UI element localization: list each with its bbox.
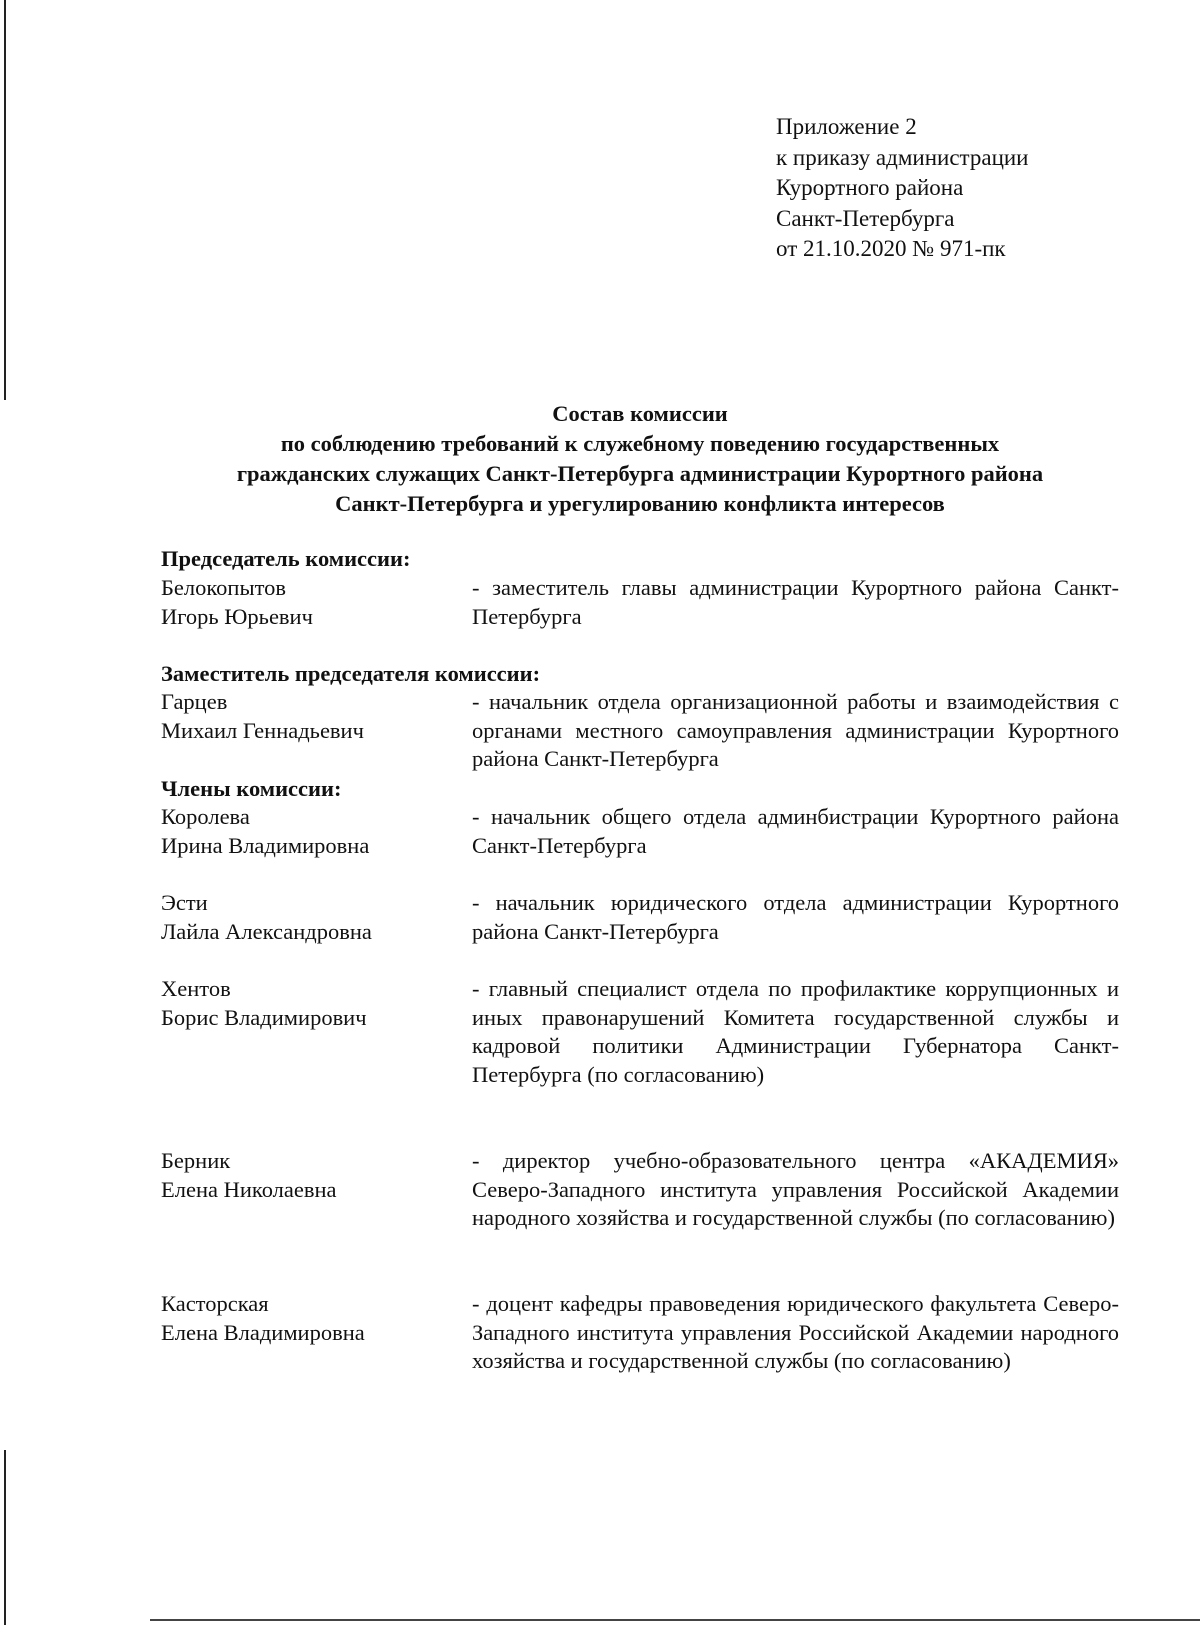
member-given-name: Лайла Александровна [161, 918, 372, 944]
member-role: - директор учебно-образовательного центра «АКАДЕМИЯ» Северо-Западного института управления Российской Академии народного хозяйства и государственной службы (по согласованию) [472, 1148, 1119, 1230]
member-name [161, 1290, 461, 1347]
member-name [161, 574, 461, 631]
member-surname: Гарцев [161, 689, 228, 714]
scan-edge-left-top [4, 0, 6, 400]
member-name [161, 803, 461, 860]
document-title [160, 399, 1120, 519]
member-role: - начальник общего отдела админбистрации Курортного района Санкт-Петербурга [472, 804, 1119, 858]
member-role: - главный специалист отдела по профилактике коррупционных и иных правонарушений Комитета государственной службы и кадровой политики Администрации Губернатора Санкт-Петербурга (по согласованию) [472, 976, 1119, 1087]
appendix-line: Санкт-Петербурга [776, 205, 955, 231]
member-surname: Королева [161, 804, 250, 829]
member-role: - начальник отдела организационной работы и взаимодействия с органами местного самоуправления администрации Курортного района Санкт-Петербурга [472, 689, 1119, 771]
member-given-name: Елена Николаевна [161, 1176, 337, 1202]
title-line: гражданских служащих Санкт-Петербурга администрации Курортного района [236, 461, 1044, 486]
appendix-block [776, 112, 1029, 265]
member-surname: Эсти [161, 890, 208, 915]
appendix-line: Курортного района [776, 175, 964, 200]
member-given-name: Ирина Владимировна [161, 832, 370, 858]
section-deputy-heading: Заместитель председателя комиссии: [161, 661, 541, 686]
member-name [161, 688, 461, 745]
member-given-name: Борис Владимирович [161, 1004, 367, 1030]
member-role: - доцент кафедры правоведения юридического факультета Северо-Западного института управления Российской Академии народного хозяйства и государственной службы (по согласованию) [472, 1291, 1119, 1373]
member-given-name: Елена Владимировна [161, 1319, 365, 1345]
member-given-name: Михаил Геннадьевич [161, 717, 364, 743]
section-chair-heading: Председатель комиссии: [161, 546, 411, 571]
member-name [161, 975, 461, 1032]
member-surname: Хентов [161, 976, 231, 1001]
title-line: по соблюдению требований к служебному поведению государственных [280, 431, 1000, 456]
scan-edge-bottom [150, 1619, 1200, 1621]
member-surname: Берник [161, 1148, 231, 1173]
title-line: Санкт-Петербурга и урегулированию конфликта интересов [335, 491, 945, 516]
member-surname: Касторская [161, 1291, 269, 1316]
title-line: Состав комиссии [552, 401, 728, 426]
member-name [161, 889, 461, 946]
scan-edge-left-bottom [4, 1450, 6, 1625]
member-given-name: Игорь Юрьевич [161, 603, 313, 629]
member-role: - заместитель главы администрации Курортного района Санкт-Петербурга [472, 575, 1119, 629]
member-surname: Белокопытов [161, 575, 286, 600]
appendix-line: Приложение 2 [776, 114, 917, 139]
appendix-order-number: от 21.10.2020 № 971-пк [776, 236, 1006, 261]
appendix-line: к приказу администрации [776, 144, 1029, 170]
section-members-heading: Члены комиссии: [161, 776, 342, 801]
member-name [161, 1147, 461, 1204]
member-role: - начальник юридического отдела администрации Курортного района Санкт-Петербурга [472, 890, 1119, 944]
